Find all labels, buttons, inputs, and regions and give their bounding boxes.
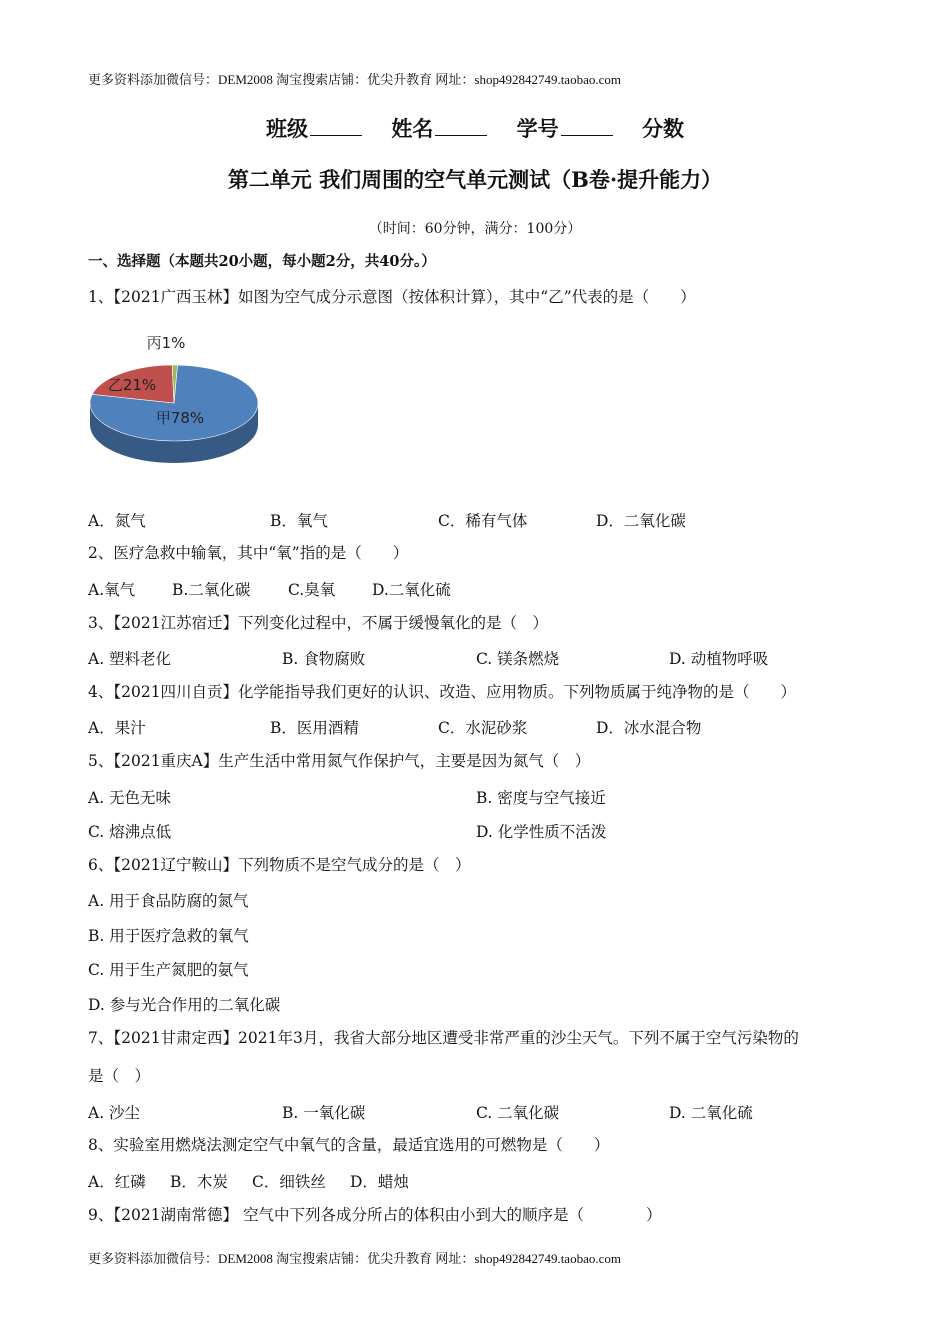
q5-option-a[interactable]: A. 无色无味 — [88, 789, 172, 807]
pie-label-甲: 甲78% — [155, 409, 205, 427]
q1-option-a[interactable]: A．氮气 — [88, 512, 146, 530]
q4-option-a[interactable]: A．果汁 — [88, 719, 146, 737]
question-9-stem: 9、【2021湖南常德】 空气中下列各成分所占的体积由小到大的顺序是（ ） — [88, 1206, 662, 1224]
section-heading: 一、选择题（本题共20小题，每小题2分，共40分。） — [88, 253, 436, 270]
q3-option-a[interactable]: A. 塑料老化 — [88, 650, 172, 668]
q7-option-a[interactable]: A. 沙尘 — [88, 1104, 141, 1122]
field-number: 学号 — [516, 116, 559, 141]
q3-option-b[interactable]: B. 食物腐败 — [282, 650, 366, 668]
question-7-stem: 7、【2021甘肃定西】2021年3月，我省大部分地区遭受非常严重的沙尘天气。下列不属于空气污染物的 — [88, 1029, 799, 1047]
q5-option-b[interactable]: B. 密度与空气接近 — [476, 789, 606, 807]
question-4-stem: 4、【2021四川自贡】化学能指导我们更好的认识、改造、应用物质。下列物质属于纯净物的是（ ） — [88, 683, 797, 701]
q4-option-d[interactable]: D．冰水混合物 — [596, 719, 702, 737]
question-1-stem: 1、【2021广西玉林】如图为空气成分示意图（按体积计算），其中“乙”代表的是（ ） — [88, 288, 696, 306]
number-blank — [561, 119, 613, 136]
q8-option-a[interactable]: A．红磷 — [88, 1173, 146, 1191]
page-footer: 更多资料添加微信号：DEM2008 淘宝搜索店铺：优尖升教育 网址：shop492842749.taobao.com — [88, 1251, 621, 1266]
q5-option-c[interactable]: C. 熔沸点低 — [88, 823, 172, 841]
field-class: 班级 — [266, 116, 309, 141]
class-blank — [310, 119, 362, 136]
pie-label-丙: 丙1% — [146, 334, 186, 352]
q3-option-c[interactable]: C. 镁条燃烧 — [476, 650, 560, 668]
field-score: 分数 — [641, 116, 684, 141]
page-title: 第二单元 我们周围的空气单元测试（B卷·提升能力） — [227, 167, 723, 192]
q2-option-c[interactable]: C.臭氧 — [288, 581, 336, 599]
air-composition-pie-chart — [88, 328, 278, 478]
q6-option-b[interactable]: B. 用于医疗急救的氧气 — [88, 927, 249, 945]
q7-option-d[interactable]: D. 二氧化硫 — [669, 1104, 753, 1122]
question-6-stem: 6、【2021辽宁鞍山】下列物质不是空气成分的是（ ） — [88, 856, 471, 874]
q3-option-d[interactable]: D. 动植物呼吸 — [669, 650, 769, 668]
exam-subtitle: （时间：60分钟，满分：100分） — [368, 221, 582, 237]
name-blank — [435, 119, 487, 136]
q8-option-d[interactable]: D．蜡烛 — [350, 1173, 409, 1191]
q7-option-c[interactable]: C. 二氧化碳 — [476, 1104, 560, 1122]
q8-option-b[interactable]: B．木炭 — [170, 1173, 228, 1191]
q1-option-d[interactable]: D．二氧化碳 — [596, 512, 686, 530]
q6-option-d[interactable]: D. 参与光合作用的二氧化碳 — [88, 996, 281, 1014]
q5-option-d[interactable]: D. 化学性质不活泼 — [476, 823, 607, 841]
question-2-stem: 2、医疗急救中输氧，其中“氧”指的是（ ） — [88, 544, 409, 562]
q2-option-d[interactable]: D.二氧化硫 — [372, 581, 451, 599]
q6-option-c[interactable]: C. 用于生产氮肥的氨气 — [88, 961, 249, 979]
q8-option-c[interactable]: C．细铁丝 — [252, 1173, 326, 1191]
q4-option-b[interactable]: B．医用酒精 — [270, 719, 359, 737]
q6-option-a[interactable]: A. 用于食品防腐的氮气 — [88, 892, 249, 910]
student-info-line — [0, 113, 950, 143]
question-5-stem: 5、【2021重庆A】生产生活中常用氮气作保护气，主要是因为氮气（ ） — [88, 752, 591, 770]
question-7-stem-cont: 是（ ） — [88, 1067, 151, 1085]
q7-option-b[interactable]: B. 一氧化碳 — [282, 1104, 366, 1122]
field-name: 姓名 — [391, 116, 434, 141]
pie-label-乙: 乙21% — [107, 376, 157, 394]
q1-option-b[interactable]: B．氧气 — [270, 512, 328, 530]
q2-option-a[interactable]: A.氧气 — [88, 581, 136, 599]
q1-option-c[interactable]: C．稀有气体 — [438, 512, 528, 530]
question-3-stem: 3、【2021江苏宿迁】下列变化过程中，不属于缓慢氧化的是（ ） — [88, 614, 549, 632]
q4-option-c[interactable]: C．水泥砂浆 — [438, 719, 528, 737]
question-8-stem: 8、实验室用燃烧法测定空气中氧气的含量，最适宜选用的可燃物是（ ） — [88, 1136, 610, 1154]
page-header: 更多资料添加微信号：DEM2008 淘宝搜索店铺：优尖升教育 网址：shop492842749.taobao.com — [88, 72, 621, 87]
q2-option-b[interactable]: B.二氧化碳 — [172, 581, 251, 599]
